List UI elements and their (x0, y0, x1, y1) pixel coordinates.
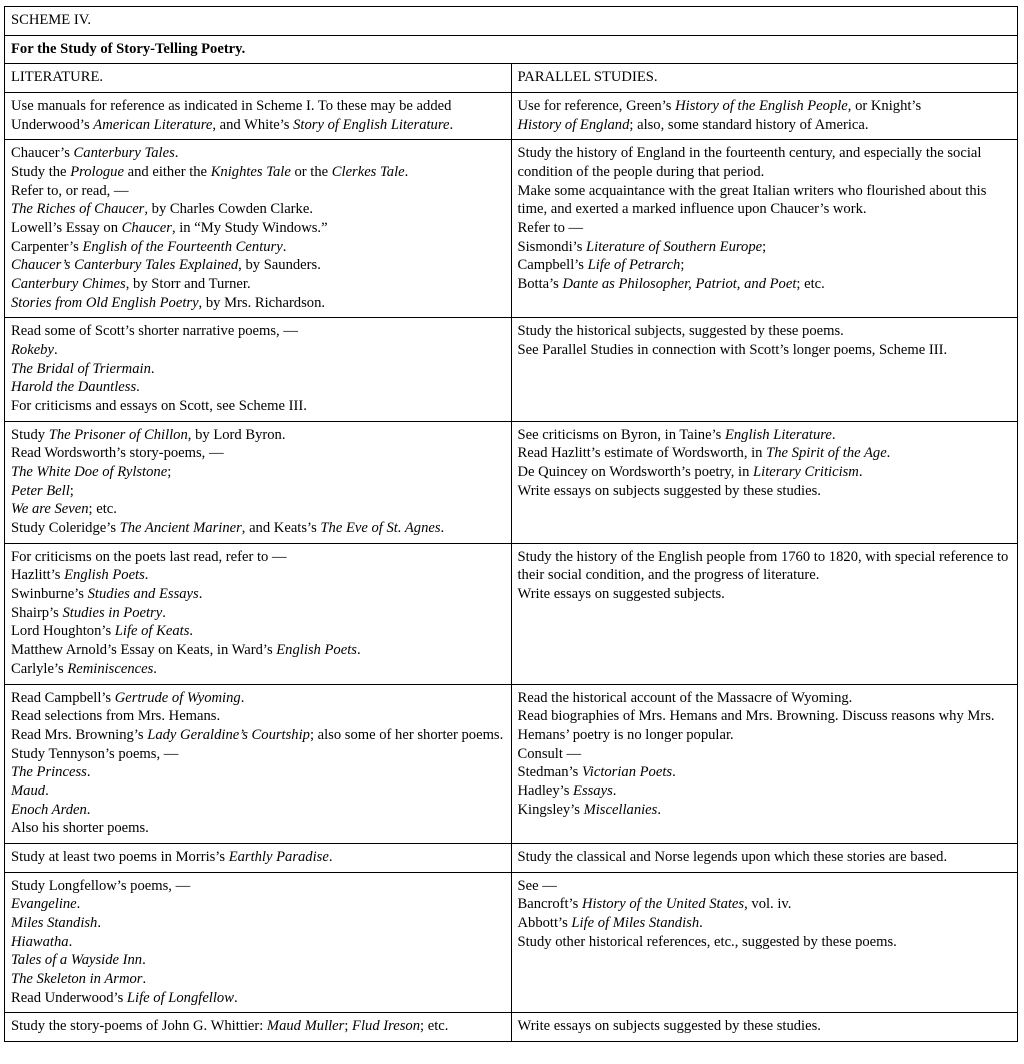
literature-line: Carpenter’s English of the Fourteenth Century. (11, 238, 287, 255)
literature-line: Tales of a Wayside Inn. (11, 952, 146, 969)
literature-line: Read Campbell’s Gertrude of Wyoming. (11, 689, 245, 706)
parallel-studies-cell (511, 318, 1018, 421)
scheme-title: SCHEME IV. (5, 7, 1018, 36)
literature-line: Study at least two poems in Morris’s Earthly Paradise. (11, 848, 333, 865)
parallel-studies-line: Read biographies of Mrs. Hemans and Mrs. Browning. Discuss reasons why Mrs. Hemans’ poetry is no longer popular. (517, 708, 995, 743)
literature-line: Hazlitt’s English Poets. (11, 567, 149, 584)
literature-line: The Princess. (11, 764, 91, 781)
literature-line: Carlyle’s Reminiscences. (11, 660, 157, 677)
literature-line: Enoch Arden. (11, 801, 91, 818)
literature-line: Read some of Scott’s shorter narrative poems, — (11, 323, 298, 340)
table-row (5, 684, 1018, 843)
literature-line: Also his shorter poems. (11, 820, 149, 837)
literature-cell (5, 140, 512, 318)
parallel-studies-line: Study other historical references, etc., suggested by these poems. (517, 933, 897, 950)
literature-cell (5, 1013, 512, 1042)
literature-line: Harold the Dauntless. (11, 379, 140, 396)
column-headers-row (5, 64, 1018, 93)
literature-line: Hiawatha. (11, 933, 73, 950)
parallel-studies-content (518, 877, 1012, 952)
parallel-studies-cell (511, 543, 1018, 684)
parallel-studies-line: Hadley’s Essays. (517, 782, 617, 799)
parallel-studies-line: Consult — (517, 745, 582, 762)
literature-line: Read Wordsworth’s story-poems, — (11, 445, 224, 462)
parallel-studies-line: Abbott’s Life of Miles Standish. (517, 914, 703, 931)
literature-line: Canterbury Chimes, by Storr and Turner. (11, 276, 251, 293)
parallel-studies-cell (511, 1013, 1018, 1042)
parallel-studies-line: Study the historical subjects, suggested by these poems. (517, 323, 844, 340)
scheme-subtitle: For the Study of Story-Telling Poetry. (5, 35, 1018, 64)
literature-line: The Skeleton in Armor. (11, 970, 147, 987)
parallel-studies-line: Refer to — (517, 220, 584, 237)
table-row (5, 1013, 1018, 1042)
parallel-studies-content (518, 426, 1012, 501)
literature-line: Study Longfellow’s poems, — (11, 877, 191, 894)
parallel-studies-cell (511, 684, 1018, 843)
parallel-studies-line: See Parallel Studies in connection with Scott’s longer poems, Scheme III. (517, 342, 948, 359)
literature-line: Read Underwood’s Life of Longfellow. (11, 989, 238, 1006)
literature-cell (5, 872, 512, 1013)
literature-line: Underwood’s American Literature, and White’s Story of English Literature. (11, 116, 454, 133)
parallel-studies-cell (511, 93, 1018, 140)
literature-cell (5, 93, 512, 140)
parallel-studies-cell (511, 843, 1018, 872)
table-row (5, 872, 1018, 1013)
parallel-studies-line: Campbell’s Life of Petrarch; (517, 257, 685, 274)
literature-cell (5, 684, 512, 843)
literature-cell (5, 318, 512, 421)
parallel-studies-line: Kingsley’s Miscellanies. (517, 801, 661, 818)
parallel-studies-content (518, 322, 1012, 359)
column-header-parallel-studies: PARALLEL STUDIES. (511, 64, 1018, 93)
parallel-studies-content (518, 848, 1012, 867)
literature-line: The Bridal of Triermain. (11, 360, 155, 377)
table-body (5, 7, 1018, 93)
literature-line: Use manuals for reference as indicated in Scheme I. To these may be added (11, 98, 452, 115)
literature-line: Lord Houghton’s Life of Keats. (11, 623, 194, 640)
literature-line: Study the story-poems of John G. Whittier: Maud Muller; Flud Ireson; etc. (11, 1018, 449, 1035)
literature-line: Study Coleridge’s The Ancient Mariner, and Keats’s The Eve of St. Agnes. (11, 520, 445, 537)
literature-line: Stories from Old English Poetry, by Mrs. Richardson. (11, 294, 326, 311)
literature-line: The Riches of Chaucer, by Charles Cowden Clarke. (11, 201, 313, 218)
parallel-studies-line: Study the history of the English people from 1760 to 1820, with special reference to their social condition, and the progress of literature. (517, 548, 1009, 584)
parallel-studies-line: History of England; also, some standard history of America. (517, 116, 869, 133)
column-header-literature: LITERATURE. (5, 64, 512, 93)
literature-line: The White Doe of Rylstone; (11, 464, 172, 481)
table-row (5, 843, 1018, 872)
parallel-studies-line: Make some acquaintance with the great Italian writers who flourished about this time, and exerted a marked influence upon Chaucer’s work. (517, 182, 987, 218)
parallel-studies-line: Botta’s Dante as Philosopher, Patriot, and Poet; etc. (517, 276, 825, 293)
parallel-studies-line: Stedman’s Victorian Poets. (517, 764, 676, 781)
literature-line: Refer to, or read, — (11, 182, 129, 199)
scheme-table (4, 6, 1018, 1042)
literature-line: Chaucer’s Canterbury Tales. (11, 145, 179, 162)
table-row (5, 543, 1018, 684)
parallel-studies-cell (511, 872, 1018, 1013)
scheme-subtitle-row (5, 35, 1018, 64)
literature-line: Lowell’s Essay on Chaucer, in “My Study Windows.” (11, 220, 328, 237)
parallel-studies-line: Write essays on subjects suggested by these studies. (517, 482, 821, 499)
table-row (5, 93, 1018, 140)
scheme-title-row (5, 7, 1018, 36)
parallel-studies-content (518, 1017, 1012, 1036)
parallel-studies-line: Read the historical account of the Massacre of Wyoming. (517, 689, 853, 706)
parallel-studies-content (518, 144, 1012, 293)
table-row (5, 318, 1018, 421)
literature-line: For criticisms and essays on Scott, see Scheme III. (11, 398, 307, 415)
literature-line: Rokeby. (11, 342, 58, 359)
parallel-studies-content (518, 548, 1012, 604)
literature-line: Maud. (11, 782, 49, 799)
literature-cell (5, 843, 512, 872)
parallel-studies-line: Study the history of England in the fourteenth century, and especially the social condition of the people during that period. (517, 145, 982, 181)
literature-line: Matthew Arnold’s Essay on Keats, in Ward’s English Poets. (11, 642, 361, 659)
literature-line: Study The Prisoner of Chillon, by Lord Byron. (11, 426, 286, 443)
literature-line: Shairp’s Studies in Poetry. (11, 604, 166, 621)
parallel-studies-line: Write essays on subjects suggested by these studies. (517, 1018, 821, 1035)
table-row (5, 140, 1018, 318)
parallel-studies-line: Use for reference, Green’s History of the English People, or Knight’s (517, 98, 922, 115)
literature-line: Read selections from Mrs. Hemans. (11, 708, 221, 725)
literature-line: Study the Prologue and either the Knightes Tale or the Clerkes Tale. (11, 164, 409, 181)
parallel-studies-line: See criticisms on Byron, in Taine’s English Literature. (517, 426, 836, 443)
parallel-studies-line: De Quincey on Wordsworth’s poetry, in Literary Criticism. (517, 464, 863, 481)
parallel-studies-line: Read Hazlitt’s estimate of Wordsworth, in The Spirit of the Age. (517, 445, 891, 462)
literature-line: Swinburne’s Studies and Essays. (11, 586, 203, 603)
parallel-studies-line: See — (517, 877, 557, 894)
parallel-studies-content (518, 97, 1012, 134)
literature-line: Peter Bell; (11, 482, 74, 499)
literature-line: Chaucer’s Canterbury Tales Explained, by Saunders. (11, 257, 321, 274)
table-row (5, 421, 1018, 543)
literature-line: For criticisms on the poets last read, refer to — (11, 548, 287, 565)
parallel-studies-content (518, 689, 1012, 820)
literature-line: Study Tennyson’s poems, — (11, 745, 179, 762)
parallel-studies-line: Sismondi’s Literature of Southern Europe; (517, 238, 767, 255)
literature-line: Read Mrs. Browning’s Lady Geraldine’s Courtship; also some of her shorter poems. (11, 726, 504, 743)
parallel-studies-cell (511, 140, 1018, 318)
literature-line: Evangeline. (11, 896, 81, 913)
literature-cell (5, 421, 512, 543)
literature-line: Miles Standish. (11, 914, 102, 931)
parallel-studies-cell (511, 421, 1018, 543)
literature-line: We are Seven; etc. (11, 501, 117, 518)
parallel-studies-line: Bancroft’s History of the United States, vol. iv. (517, 896, 792, 913)
scheme-rows (5, 93, 1018, 1042)
parallel-studies-line: Study the classical and Norse legends upon which these stories are based. (517, 848, 948, 865)
literature-cell (5, 543, 512, 684)
parallel-studies-line: Write essays on suggested subjects. (517, 586, 725, 603)
